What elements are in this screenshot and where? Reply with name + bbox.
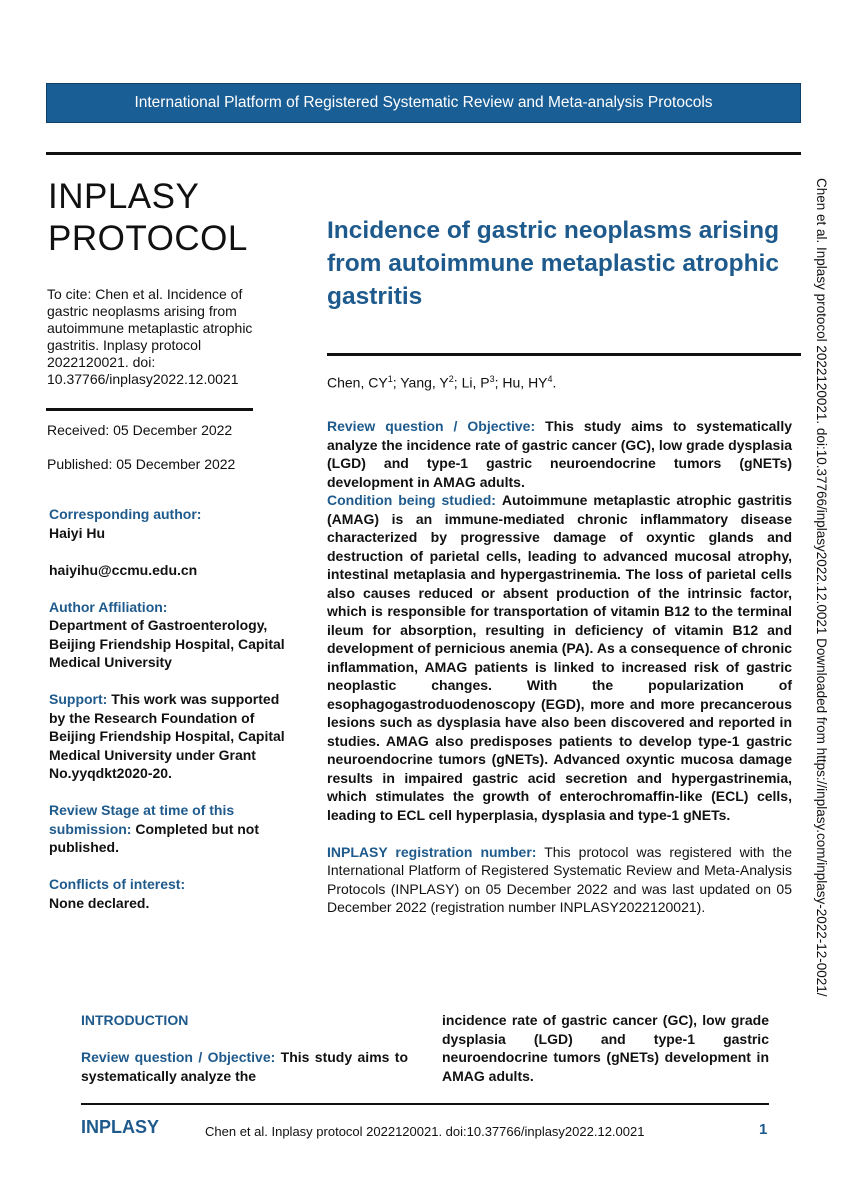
corresponding-author-label: Corresponding author:	[49, 506, 202, 522]
received-date: Received: 05 December 2022	[47, 422, 233, 438]
download-stamp: Chen et al. Inplasy protocol 2022120021. doi:10.37766/inplasy2022.12.0021 Downloaded from https://inplasy.com/inplasy-2022-12-0021/	[814, 178, 829, 997]
review-question-text: This study aims to systematically analyze the incidence rate of gastric cancer (GC), low grade dysplasia (LGD) and type-1 gastric neuroendocrine tumors (gNETs) development in AMAG adults.	[327, 418, 792, 490]
brand-line-1: INPLASY	[48, 177, 200, 216]
intro-review-question-text: This study aims to systematically analyze the	[81, 1049, 409, 1084]
conflicts-label: Conflicts of interest:	[49, 876, 186, 892]
abstract-body	[327, 417, 792, 917]
citation-divider	[46, 408, 253, 411]
review-stage-label: Review Stage at time of this submission:	[49, 802, 235, 837]
review-stage-text: Completed but not published.	[49, 820, 260, 855]
affiliation-block	[49, 598, 289, 672]
author-name: Chen, CY	[327, 374, 388, 391]
condition-text: Autoimmune metaplastic atrophic gastritis (AMAG) is an immune-mediated chronic inflammatory disease characterized by progressive damage of oxyntic glands and destruction of parietal cells, leading to advanced mucosal atrophy, intestinal metaplasia and hypergastrinemia. The loss of parietal cells also causes reduced or absent production of the intrinsic factor, which is responsible for transportation of vitamin B12 to the terminal ileum for absorption, resulting in deficiency of vitamin B12 and development of pernicious anemia (PA). As a consequence of chronic inflammation, AMAG patients is linked to increased risk of gastric neoplastic changes. With the popularization of esophagogastroduodenoscopy (EGD), more and more precancerous lesions such as dysplasia have also been discovered and reported in studies. AMAG also predisposes patients to develop type-1 gastric neuroendocrine tumors (gNETs). Advanced oxyntic mucosa damage results in impaired gastric acid secretion and hypergastrinemia, which stimulates the growth of enterochromaffin-like (ECL) cells, leading to ECL cell hyperplasia, dysplasia and type-1 gNETs.	[327, 492, 792, 823]
support-block	[49, 690, 289, 783]
footer-divider	[81, 1103, 769, 1105]
author-affiliation-mark: 2	[448, 374, 454, 384]
introduction-left-column	[81, 1011, 408, 1085]
sidebar-info	[49, 505, 289, 931]
introduction-heading: INTRODUCTION	[81, 1012, 189, 1028]
intro-review-question	[81, 1048, 408, 1085]
author-name: ; Li, P	[453, 374, 490, 391]
author-name: ; Hu, HY	[494, 374, 548, 391]
article-title: Incidence of gastric neoplasms arising from autoimmune metaplastic atrophic gastritis	[327, 217, 780, 310]
published-date: Published: 05 December 2022	[47, 456, 236, 472]
author-list	[327, 374, 556, 391]
brand-line-2: PROTOCOL	[48, 219, 248, 258]
registration-label: INPLASY registration number:	[327, 843, 537, 860]
corresponding-author-name: Haiyi Hu	[49, 524, 106, 541]
registration-text: This protocol was registered with the International Platform of Registered Systematic Review and Meta-Analysis Protocols (INPLASY) on 05 December 2022 and was last updated on 05 December 2022 (registration number INPLASY2022120021).	[327, 843, 793, 915]
affiliation-text: Department of Gastroenterology, Beijing Friendship Hospital, Capital Medical University	[49, 617, 285, 670]
intro-review-question-label: Review question / Objective:	[81, 1049, 276, 1065]
footer-brand: INPLASY	[81, 1117, 160, 1137]
condition-label: Condition being studied:	[327, 492, 496, 508]
heading-spacer	[81, 1030, 408, 1049]
corresponding-author-email[interactable]: haiyihu@ccmu.edu.cn	[49, 561, 198, 578]
author-affiliation-mark: 3	[489, 374, 495, 384]
support-label: Support:	[49, 691, 108, 707]
author-list-end: .	[552, 374, 557, 391]
affiliation-label: Author Affiliation:	[49, 598, 168, 615]
condition-paragraph	[327, 491, 792, 824]
author-affiliation-mark: 1	[387, 374, 393, 384]
citation-block: To cite: Chen et al. Incidence of gastric neoplasms arising from autoimmune metaplastic atrophic gastritis. Inplasy protocol 2022120021. doi: 10.37766/inplasy2022.12.0021	[47, 286, 253, 387]
conflicts-block	[49, 875, 289, 912]
corresponding-author-block	[49, 505, 289, 542]
author-name: ; Yang, Y	[392, 374, 449, 391]
author-affiliation-mark: 4	[547, 374, 553, 384]
header-divider	[46, 152, 801, 155]
title-divider	[327, 353, 801, 356]
review-question-label: Review question / Objective:	[327, 418, 536, 434]
paragraph-spacer	[327, 824, 792, 843]
page-number: 1	[759, 1121, 768, 1138]
inplasy-protocol-heading	[48, 176, 248, 260]
introduction-right-column: incidence rate of gastric cancer (GC), low grade dysplasia (LGD) and type-1 gastric neuroendocrine tumors (gNETs) development in AMAG adults.	[442, 1012, 769, 1084]
review-question-paragraph	[327, 417, 792, 491]
support-text: This work was supported by the Research Foundation of Beijing Friendship Hospital, Capital Medical University under Grant No.yyqdkt2020-20.	[49, 691, 285, 781]
journal-banner: International Platform of Registered Systematic Review and Meta-analysis Protocols	[46, 83, 801, 123]
review-stage-block	[49, 801, 289, 857]
footer-citation: Chen et al. Inplasy protocol 2022120021. doi:10.37766/inplasy2022.12.0021	[205, 1124, 645, 1139]
conflicts-text: None declared.	[49, 894, 150, 911]
registration-paragraph	[327, 843, 792, 917]
